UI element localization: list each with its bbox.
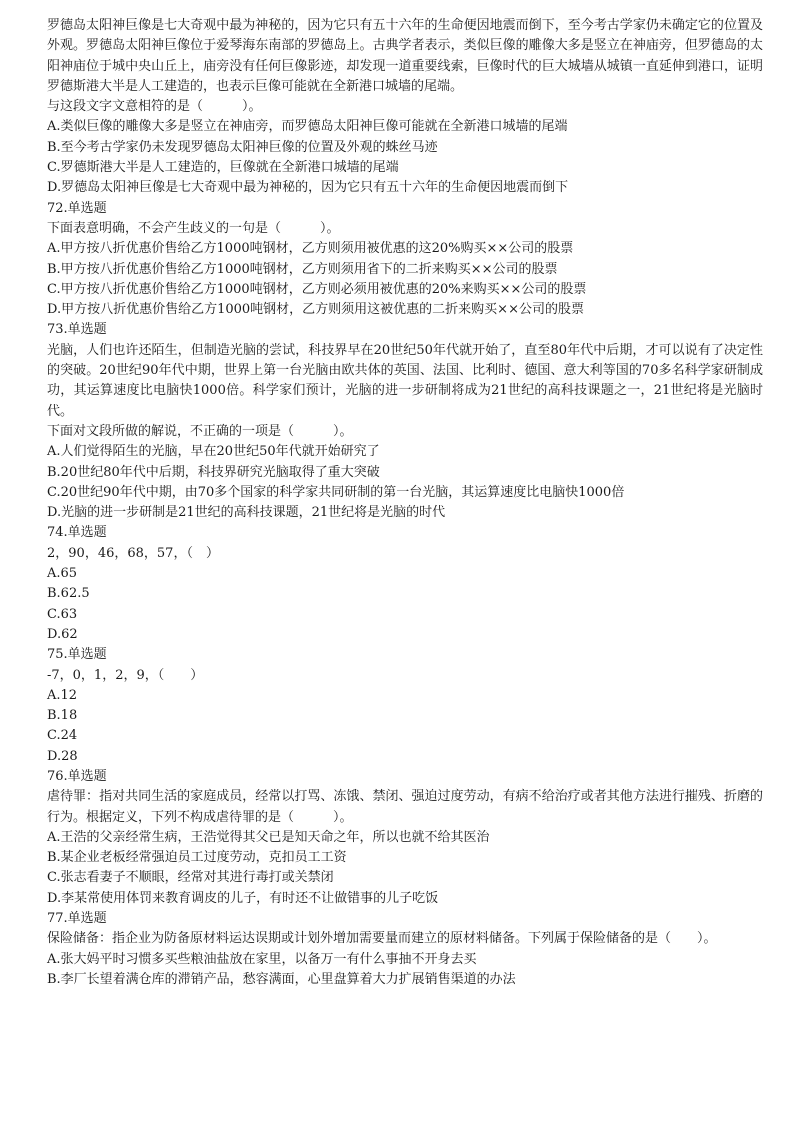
option-b: B.至今考古学家仍未发现罗德岛太阳神巨像的位置及外观的蛛丝马迹 bbox=[47, 139, 438, 155]
option-a: A.12 bbox=[47, 687, 78, 703]
option-d: D.李某常使用体罚来教育调皮的儿子，有时还不让做错事的儿子吃饭 bbox=[47, 890, 439, 906]
option-c: C.张志看妻子不顺眼，经常对其进行毒打或关禁闭 bbox=[47, 870, 334, 886]
option-d: D.罗德岛太阳神巨像是七大奇观中最为神秘的，因为它只有五十六年的生命便因地震而倒下 bbox=[47, 180, 569, 196]
question-72-header: 72.单选题 bbox=[47, 200, 107, 216]
question-76-header: 76.单选题 bbox=[47, 768, 107, 784]
option-b: B.甲方按八折优惠价售给乙方1000吨钢材，乙方则须用省下的二折来购买××公司的股票 bbox=[47, 261, 558, 277]
question-73-passage: 光脑，人们也许还陌生，但制造光脑的尝试，科技界早在20世纪50年代就开始了，直至80年代中后期，才可以说有了决定性的突破。20世纪90年代中期，世界上第一台光脑由欧共体的英国、法国、比利时、德国、意大利等国的70多名科学家研制成功，其运算速度比电脑快1000倍。科学家们预计，光脑的进一步研制将成为21世纪的高科技课题之一，21世纪将是光脑时代。 bbox=[47, 342, 763, 419]
option-b: B.62.5 bbox=[47, 586, 90, 602]
option-a: A.65 bbox=[47, 566, 78, 582]
question-75-header: 75.单选题 bbox=[47, 647, 107, 663]
option-d: D.28 bbox=[47, 748, 78, 764]
option-c: C.20世纪90年代中期，由70多个国家的科学家共同研制的第一台光脑，其运算速度比电脑快1000倍 bbox=[47, 484, 625, 500]
option-d: D.光脑的进一步研制是21世纪的高科技课题，21世纪将是光脑的时代 bbox=[47, 505, 446, 521]
question-74-stem: 2，90，46，68，57，（ ） bbox=[47, 545, 219, 561]
question-71-options bbox=[47, 117, 763, 198]
question-73-options bbox=[47, 442, 763, 523]
question-77-passage: 保险储备：指企业为防备原材料运达误期或计划外增加需要量而建立的原材料储备。下列属于保险储备的是（ ）。 bbox=[47, 931, 717, 947]
question-73 bbox=[47, 320, 763, 523]
option-b: B.20世纪80年代中后期，科技界研究光脑取得了重大突破 bbox=[47, 464, 380, 480]
option-b: B.李厂长望着满仓库的滞销产品，愁容满面，心里盘算着大力扩展销售渠道的办法 bbox=[47, 971, 516, 987]
option-d: D.甲方按八折优惠价售给乙方1000吨钢材，乙方则须用这被优惠的二折来购买××公司的股票 bbox=[47, 302, 584, 318]
question-74 bbox=[47, 523, 763, 645]
option-a: A.类似巨像的雕像大多是竖立在神庙旁，而罗德岛太阳神巨像可能就在全新港口城墙的尾端 bbox=[47, 119, 568, 135]
question-74-options bbox=[47, 564, 763, 645]
question-71-passage: 罗德岛太阳神巨像是七大奇观中最为神秘的，因为它只有五十六年的生命便因地震而倒下，至今考古学家仍未确定它的位置及外观。罗德岛太阳神巨像位于爱琴海东南部的罗德岛上。古典学者表示，类似巨像的雕像大多是竖立在神庙旁，但罗德岛的太阳神庙位于城中央山丘上，庙旁没有任何巨像影迹，却发现一道重要线索，巨像时代的巨大城墙从城镇一直延伸到港口，证明罗德斯港大半是人工建造的，也表示巨像可能就在全新港口城墙的尾端。 bbox=[47, 18, 763, 94]
question-72-stem: 下面表意明确，不会产生歧义的一句是（ ）。 bbox=[47, 220, 340, 236]
question-74-header: 74.单选题 bbox=[47, 525, 107, 541]
question-76-options bbox=[47, 828, 763, 909]
question-73-stem: 下面对文段所做的解说，不正确的一项是（ ）。 bbox=[47, 423, 353, 439]
question-71 bbox=[47, 16, 763, 199]
question-72-options bbox=[47, 239, 763, 320]
option-c: C.63 bbox=[47, 606, 78, 622]
question-77-options bbox=[47, 950, 763, 991]
question-72 bbox=[47, 199, 763, 321]
option-b: B.某企业老板经常强迫员工过度劳动，克扣员工工资 bbox=[47, 850, 347, 866]
question-71-stem: 与这段文字文意相符的是（ ）。 bbox=[47, 99, 262, 115]
exam-page bbox=[47, 16, 763, 990]
option-c: C.罗德斯港大半是人工建造的，巨像就在全新港口城墙的尾端 bbox=[47, 160, 399, 176]
option-c: C.甲方按八折优惠价售给乙方1000吨钢材，乙方则必须用被优惠的20%来购买××公司的股票 bbox=[47, 281, 587, 297]
question-76 bbox=[47, 767, 763, 909]
question-76-passage: 虐待罪：指对共同生活的家庭成员，经常以打骂、冻饿、禁闭、强迫过度劳动，有病不给治疗或者其他方法进行摧残、折磨的行为。根据定义，下列不构成虐待罪的是（ ）。 bbox=[47, 789, 763, 825]
option-a: A.王浩的父亲经常生病，王浩觉得其父已是知天命之年，所以也就不给其医治 bbox=[47, 829, 490, 845]
option-a: A.张大妈平时习惯多买些粮油盐放在家里，以备万一有什么事抽不开身去买 bbox=[47, 951, 477, 967]
option-a: A.人们觉得陌生的光脑，早在20世纪50年代就开始研究了 bbox=[47, 444, 380, 460]
option-d: D.62 bbox=[47, 626, 78, 642]
option-b: B.18 bbox=[47, 708, 78, 724]
question-77 bbox=[47, 909, 763, 990]
option-a: A.甲方按八折优惠价售给乙方1000吨钢材，乙方则须用被优惠的这20%购买××公司的股票 bbox=[47, 241, 574, 257]
question-75-stem: -7，0，1，2，9，（ ） bbox=[47, 667, 204, 683]
option-c: C.24 bbox=[47, 728, 78, 744]
question-73-header: 73.单选题 bbox=[47, 322, 107, 338]
question-75-options bbox=[47, 686, 763, 767]
question-77-header: 77.单选题 bbox=[47, 911, 107, 927]
question-75 bbox=[47, 645, 763, 767]
